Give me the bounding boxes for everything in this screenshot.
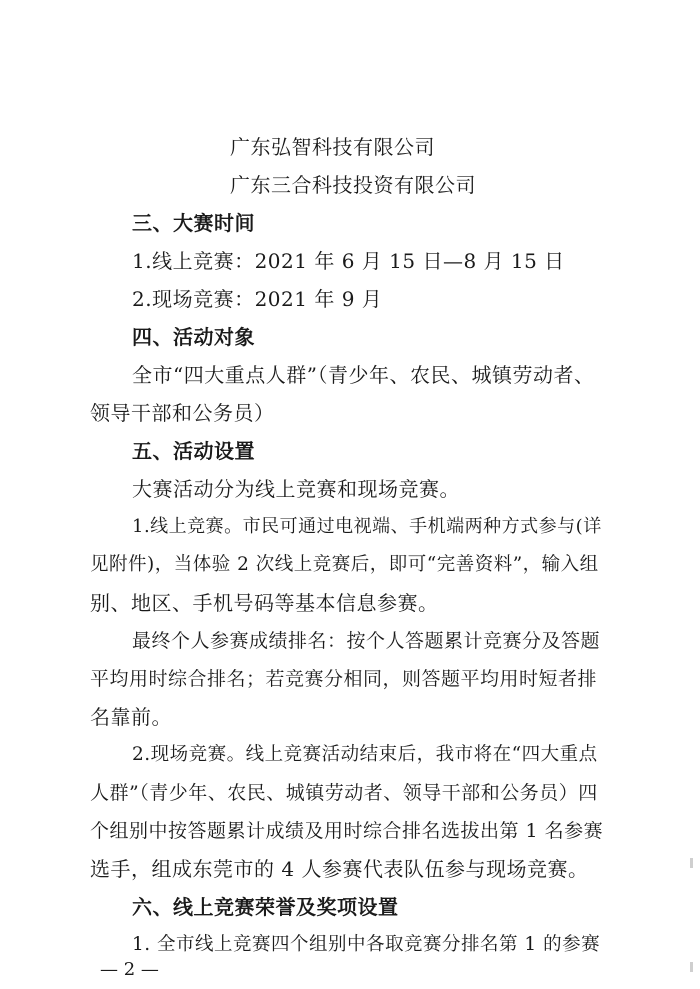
page-number: — 2 — [100, 959, 159, 980]
section-3-online: 1.线上竞赛：2021 年 6 月 15 日—8 月 15 日 [132, 249, 565, 273]
section-5-p1-line-2: 见附件)，当体验 2 次线上竞赛后，即可“完善资料”，输入组 [90, 554, 599, 575]
section-5-p3-line-3: 个组别中按答题累计成绩及用时综合排名选拔出第 1 名参赛 [90, 820, 604, 842]
section-3-onsite: 2.现场竞赛：2021 年 9 月 [132, 287, 383, 311]
section-5-p2-line-2: 平均用时综合排名；若竞赛分相同，则答题平均用时短者排 [90, 668, 598, 690]
section-5-p2-line-1: 最终个人参赛成绩排名：按个人答题累计竞赛分及答题 [132, 630, 601, 652]
scan-edge-mark [690, 962, 693, 972]
section-4-line-1: 全市“四大重点人群”（青少年、农民、城镇劳动者、 [132, 363, 595, 387]
section-4-heading: 四、活动对象 [132, 325, 255, 349]
section-6-heading: 六、线上竞赛荣誉及奖项设置 [132, 895, 399, 919]
section-5-p1-line-3: 别、地区、手机号码等基本信息参赛。 [90, 591, 439, 615]
scan-edge-mark [690, 858, 693, 868]
section-5-p3-line-1: 2.现场竞赛。线上竞赛活动结束后，我市将在“四大重点 [132, 744, 598, 765]
org-name-2: 广东三合科技投资有限公司 [230, 173, 476, 197]
section-5-p1-line-1: 1.线上竞赛。市民可通过电视端、手机端两种方式参与(详 [132, 516, 602, 537]
section-4-line-2: 领导干部和公务员） [90, 401, 275, 425]
section-5-heading: 五、活动设置 [132, 439, 255, 463]
section-5-p3-line-4: 选手，组成东莞市的 4 人参赛代表队伍参与现场竞赛。 [90, 857, 589, 881]
section-3-heading: 三、大赛时间 [132, 211, 255, 235]
section-6-p1-line-1: 1. 全市线上竞赛四个组别中各取竞赛分排名第 1 的参赛 [132, 934, 601, 955]
section-5-intro: 大赛活动分为线上竞赛和现场竞赛。 [132, 477, 460, 501]
section-5-p3-line-2: 人群”（青少年、农民、城镇劳动者、领导干部和公务员）四 [90, 782, 598, 804]
section-5-p2-line-3: 名靠前。 [90, 705, 172, 729]
org-name-1: 广东弘智科技有限公司 [230, 135, 435, 159]
